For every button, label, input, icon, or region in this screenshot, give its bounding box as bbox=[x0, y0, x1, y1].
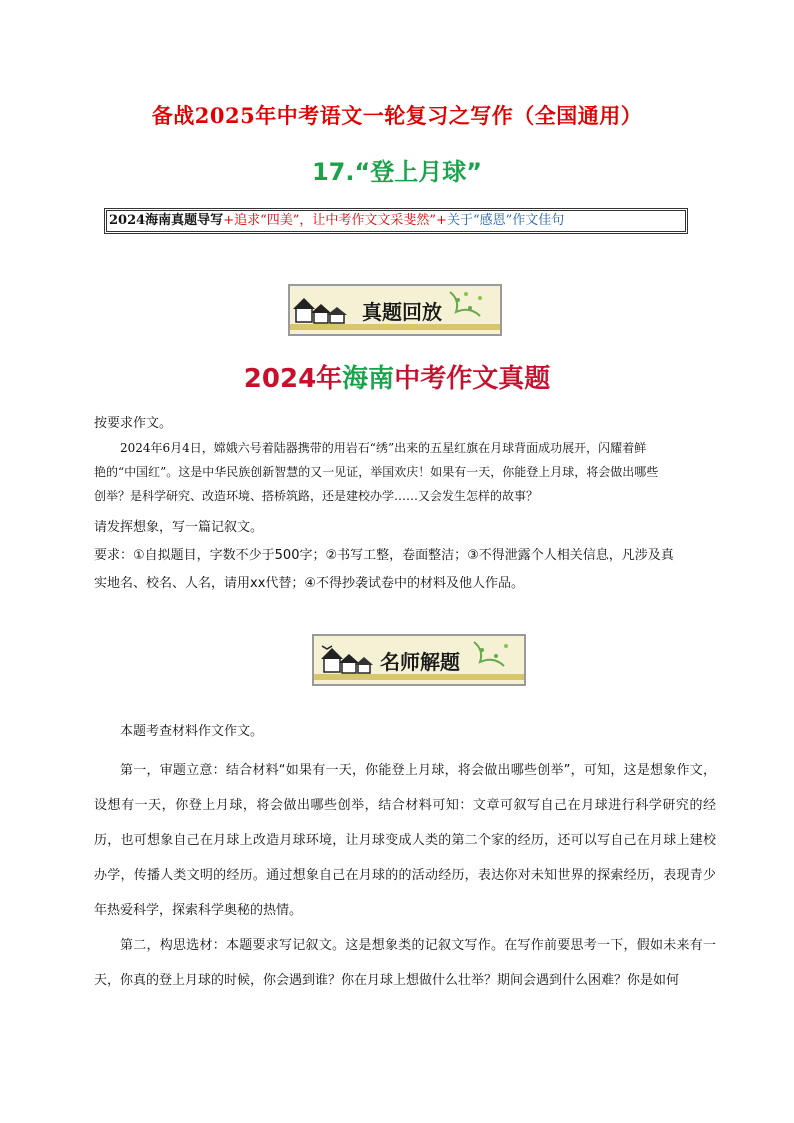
prompt-task: 请发挥想象，写一篇记叙文。 bbox=[94, 520, 264, 535]
analysis-paragraph-1: 第一，审题立意：结合材料“如果有一天，你能登上月球，将会做出哪些创举”，可知，这是想象作文，设想有一天，你登上月球，将会做出哪些创举，结合材料可知：文章可叙写自己在月球进行科学研究的经历，也可想象自己在月球上改造月球环境，让月球变成人类的第二个家的经历，还可以写自己在月球上建校办学，传播人类文明的经历。通过想象自己在月球的的活动经历，表达你对未知世界的探索经历，表现青少年热爱科学，探索科学奥秘的热情。 bbox=[94, 763, 716, 918]
guide-part-2: 追求“四美”，让中考作文文采斐然” bbox=[234, 213, 437, 228]
material-line-3: 创举？是科学研究、改造环境、搭桥筑路，还是建校办学……又会发生怎样的故事？ bbox=[94, 489, 539, 503]
material-line-1: 2024年6月4日，嫦娥六号着陆器携带的用岩石“绣”出来的五星红旗在月球背面成功展开，闪耀着鲜 bbox=[120, 441, 647, 455]
exam-title bbox=[0, 358, 794, 395]
exam-province: 海南 bbox=[342, 364, 395, 394]
topic-title: 17.“登上月球” bbox=[311, 158, 483, 186]
section-banner-real-exam bbox=[288, 284, 502, 336]
guide-box bbox=[104, 208, 688, 234]
section-banner-teacher bbox=[312, 634, 526, 686]
prompt-requirements-2: 实地名、校名、人名，请用xx代替；④不得抄袭试卷中的材料及他人作品。 bbox=[94, 576, 525, 591]
analysis-paragraph-2: 第二，构思选材：本题要求写记叙文。这是想象类的记叙文写作。在写作前要思考一下，假如未来有一天，你真的登上月球的时候，你会遇到谁？你在月球上想做什么壮举？期间会遇到什么困难？你是如何 bbox=[94, 938, 716, 988]
exam-title-rest: 中考作文真题 bbox=[394, 364, 551, 394]
analysis-intro-text: 本题考查材料作文作文。 bbox=[120, 724, 264, 739]
guide-plus-2: + bbox=[436, 213, 447, 228]
guide-plus-1: + bbox=[223, 213, 235, 228]
exam-year: 2024年 bbox=[243, 364, 343, 394]
guide-part-1: 2024海南真题导写 bbox=[109, 213, 224, 228]
page-main-title: 备战2025年中考语文一轮复习之写作（全国通用） bbox=[151, 103, 643, 128]
banner-label-teacher: 名师解题 bbox=[380, 650, 460, 674]
analysis-intro bbox=[94, 714, 716, 749]
material-line-2: 艳的“中国红”。这是中华民族创新智慧的又一见证，举国欢庆！如果有一天，你能登上月球，将会做出哪些 bbox=[94, 465, 659, 479]
banner-label-real-exam: 真题回放 bbox=[362, 300, 442, 324]
prompt-intro: 按要求作文。 bbox=[94, 416, 173, 431]
prompt-requirements-1: 要求：①自拟题目，字数不少于500字；②书写工整，卷面整洁；③不得泄露个人相关信息，凡涉及真 bbox=[94, 548, 674, 563]
guide-part-3: 关于“感恩”作文佳句 bbox=[446, 213, 565, 228]
